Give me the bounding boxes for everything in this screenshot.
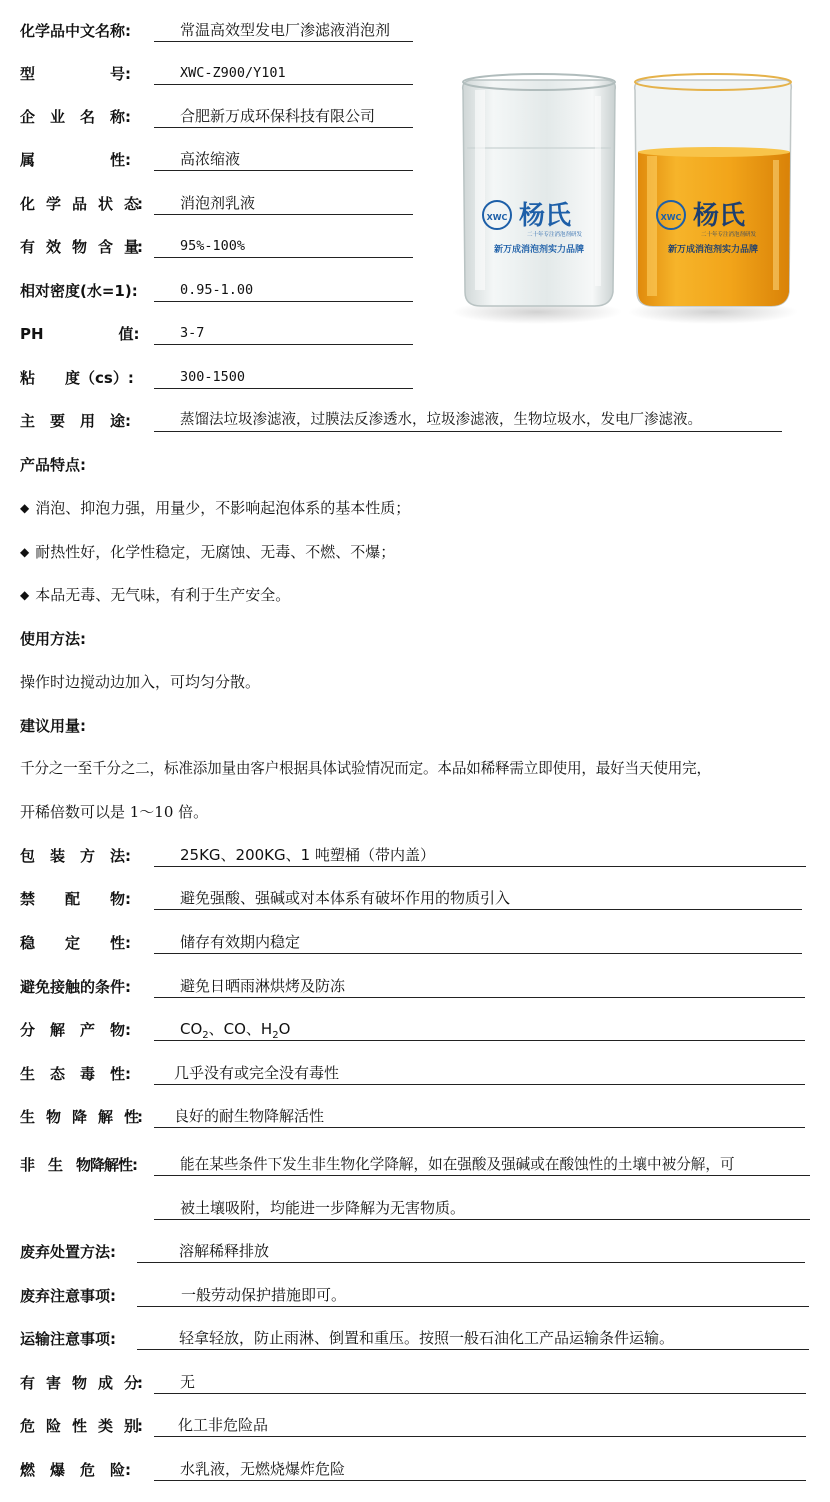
diamond-bullet-icon: ◆ [20,545,30,559]
field-model [20,62,420,86]
field-property [20,148,420,172]
dosage-text-line2: 开稀倍数可以是 1～10 倍。 [20,803,209,821]
field-company [20,105,420,129]
clear-beaker [463,74,616,306]
field-label: 粘 度（cs）: [20,369,134,387]
field-label: 属 性: [20,151,131,169]
field-value: 常温高效型发电厂渗滤液消泡剂 [154,19,413,42]
field-usage [20,409,790,433]
field-label: 主 要 用 途: [20,412,131,430]
field-value: XWC-Z900/Y101 [154,62,413,85]
spec-value: 水乳液，无燃烧爆炸危险 [154,1458,806,1481]
spec-label: 包 装 方 法: [20,847,131,865]
spec-value: 化工非危险品 [154,1414,806,1437]
brand-sub-text: XWC [486,213,508,222]
spec-hazardous [20,1371,810,1395]
o-text: O [278,1020,291,1038]
feature-text: 耐热性好，化学性稳定，无腐蚀、无毒、不燃、不爆； [35,543,396,561]
spec-label: 非 生 物降解性: [20,1156,137,1174]
field-value: 300-1500 [154,366,413,389]
spec-value-line1: 能在某些条件下发生非生物化学降解，如在强酸及强碱或在酸蚀性的土壤中被分解，可 [154,1153,810,1176]
dosage-text-line1: 千分之一至千分之二，标准添加量由客户根据具体试验情况而定。本品如稀释需立即使用，最好当天使用完， [20,760,711,777]
field-state [20,192,420,216]
slogan-text: 新万成消泡剂实力品牌 [667,245,759,255]
field-value: 3-7 [154,322,413,345]
field-label: 企 业 名 称: [20,108,131,126]
spec-label: 分 解 产 物: [20,1021,131,1039]
spec-transport [20,1327,810,1351]
spec-value: 一般劳动保护措施即可。 [137,1284,809,1307]
spec-nonbiodeg [20,1153,810,1217]
spec-value-line2: 被土壤吸附，均能进一步降解为无害物质。 [154,1197,810,1220]
product-beakers-image [445,60,805,330]
field-label: 型 号: [20,65,131,83]
field-label: 相对密度(水=1): [20,282,138,300]
diamond-bullet-icon: ◆ [20,588,30,602]
spec-label: 废弃处置方法: [20,1243,116,1261]
spec-value: 25KG、200KG、1 吨塑桶（带内盖） [154,844,806,867]
field-value: 合肥新万成环保科技有限公司 [154,105,413,128]
field-content [20,235,420,259]
spec-biodeg [20,1105,810,1129]
field-name [20,19,420,43]
spec-avoid [20,975,810,999]
subscript: 2 [272,1030,279,1041]
co-h-text: 、CO、H [208,1020,273,1038]
spec-label: 生 物 降 解 性: [20,1108,141,1126]
tagline-text: 二十年专注消泡剂研发 [701,232,757,238]
tagline-text: 二十年专注消泡剂研发 [527,232,583,238]
spec-disposal [20,1240,810,1264]
feature-text: 消泡、抑泡力强，用量少，不影响起泡体系的基本性质； [35,499,411,517]
spec-label: 危 险 性 类 别: [20,1417,141,1435]
field-label: 有 效 物 含 量: [20,238,141,256]
spec-value: 无 [154,1371,806,1394]
feature-text: 本品无毒、无气味，有利于生产安全。 [35,586,291,604]
features-heading: 产品特点: [20,456,86,474]
field-label: PH 值: [20,325,140,343]
spec-danger-class [20,1414,810,1438]
spec-value [154,1018,805,1041]
feature-item [20,496,410,520]
feature-item [20,540,395,564]
spec-label: 有 害 物 成 分: [20,1374,141,1392]
spec-disposal-note [20,1284,810,1308]
field-ph [20,322,420,346]
brand-sub-text: XWC [660,213,682,222]
spec-value: 储存有效期内稳定 [154,931,802,954]
yellow-beaker [635,74,792,306]
field-density [20,279,420,303]
brand-text: 杨氏 [519,201,572,231]
spec-value: 几乎没有或完全没有毒性 [154,1062,805,1085]
spec-value: 良好的耐生物降解活性 [154,1105,805,1128]
slogan-text: 新万成消泡剂实力品牌 [493,245,585,255]
feature-item [20,583,290,607]
spec-value: 轻拿轻放，防止雨淋、倒置和重压。按照一般石油化工产品运输条件运输。 [137,1327,809,1350]
method-heading: 使用方法: [20,630,86,648]
beakers-svg [445,60,805,330]
spec-label: 避免接触的条件: [20,978,131,996]
spec-stability [20,931,810,955]
spec-toxicity [20,1062,810,1086]
field-label: 化学品中文名称: [20,22,131,40]
spec-value: 避免强酸、强碱或对本体系有破坏作用的物质引入 [154,887,802,910]
field-label: 化 学 品 状 态: [20,195,141,213]
spec-label: 稳 定 性: [20,934,131,952]
dosage-heading: 建议用量: [20,717,86,735]
subscript: 2 [202,1030,209,1041]
field-value: 0.95-1.00 [154,279,413,302]
field-value: 95%-100% [154,235,413,258]
brand-text: 杨氏 [693,201,746,231]
field-viscosity [20,366,420,390]
method-text: 操作时边搅动边加入，可均匀分散。 [20,673,261,691]
spec-incompatible [20,887,810,911]
spec-label: 禁 配 物: [20,890,131,908]
spec-value: 避免日晒雨淋烘烤及防冻 [154,975,805,998]
spec-packaging [20,844,810,868]
field-value: 蒸馏法垃圾渗滤液，过膜法反渗透水，垃圾渗滤液，生物垃圾水，发电厂渗滤液。 [154,409,782,432]
spec-decomposition [20,1018,810,1042]
diamond-bullet-icon: ◆ [20,501,30,515]
field-value: 消泡剂乳液 [154,192,413,215]
spec-label: 燃 爆 危 险: [20,1461,131,1479]
spec-label: 废弃注意事项: [20,1287,116,1305]
spec-label: 运输注意事项: [20,1330,116,1348]
co2-text: CO [180,1020,203,1038]
spec-explosion [20,1458,810,1482]
spec-label: 生 态 毒 性: [20,1065,131,1083]
spec-value: 溶解稀释排放 [137,1240,805,1263]
field-value: 高浓缩液 [154,148,413,171]
